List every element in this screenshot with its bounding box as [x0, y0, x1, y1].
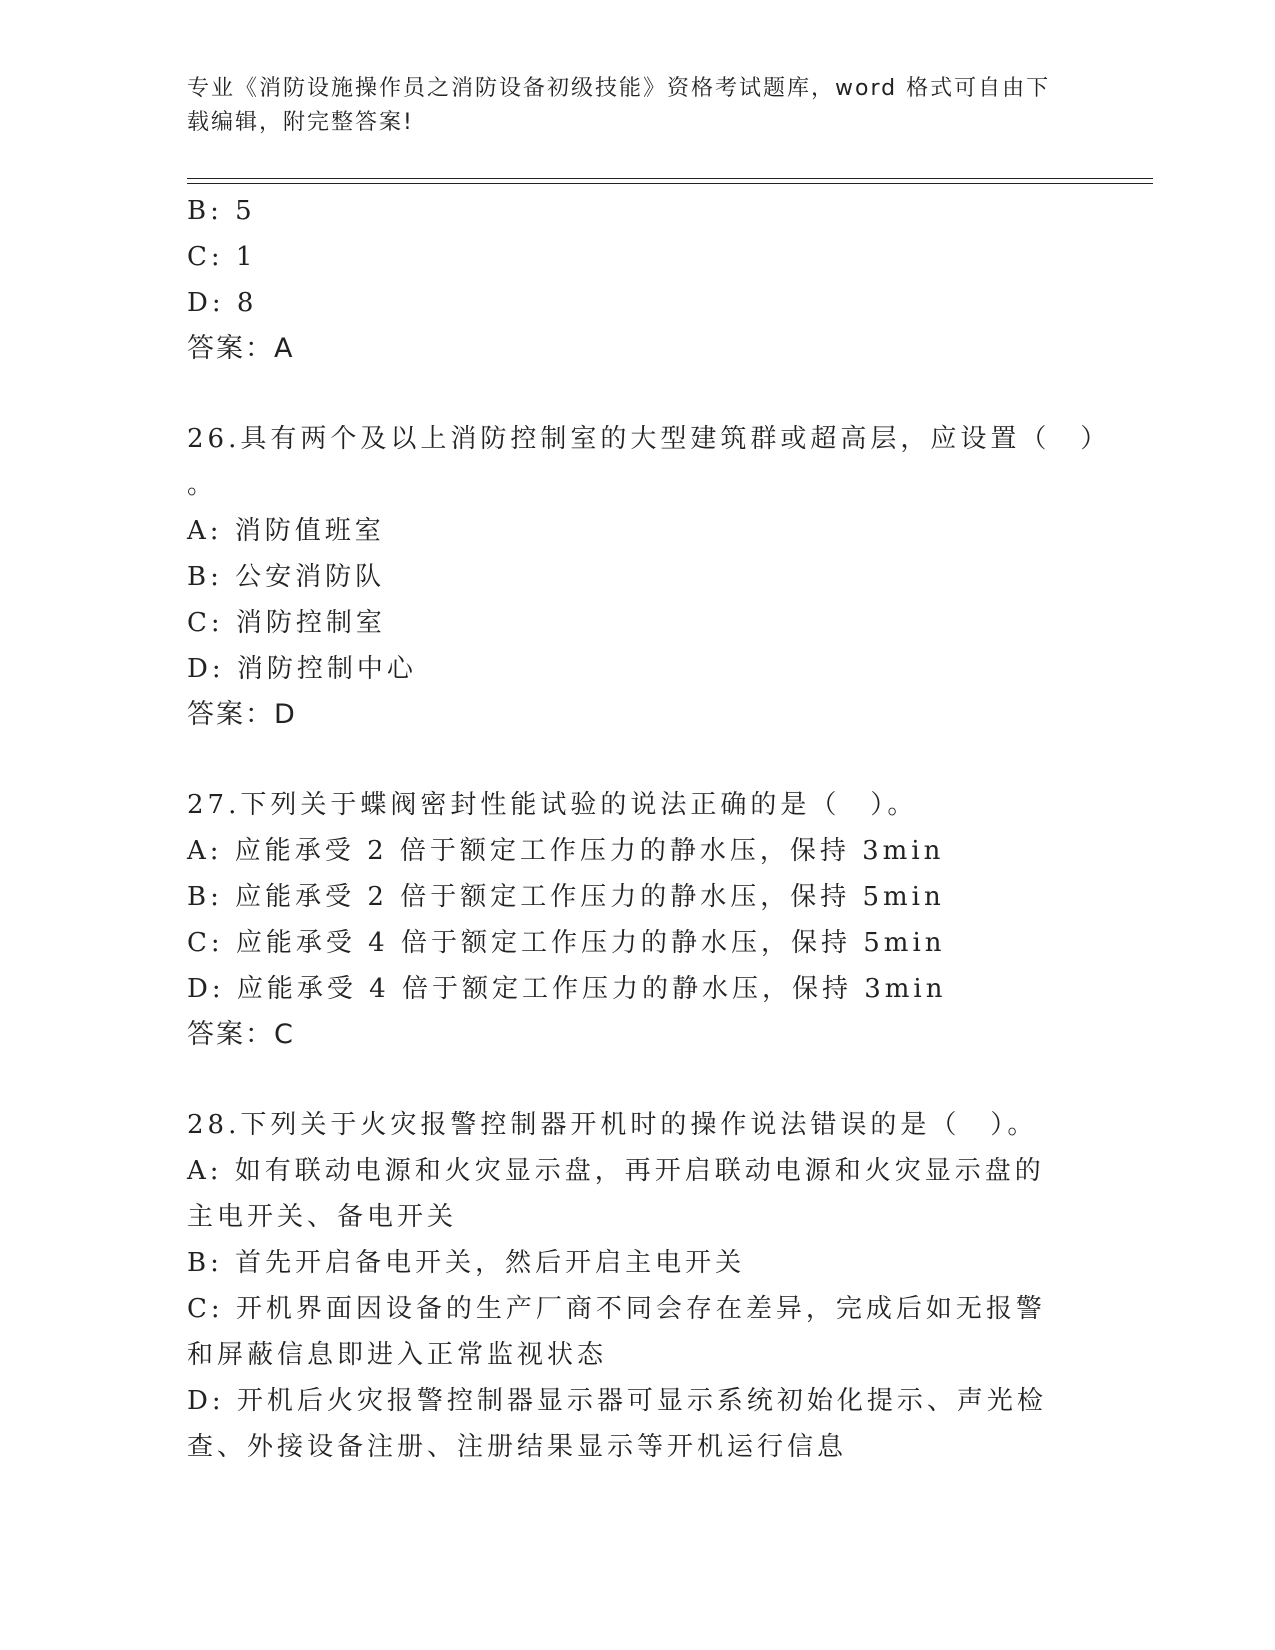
q28-option-a: A: 如有联动电源和火灾显示盘，再开启联动电源和火灾显示盘的主电开关、备电开关: [187, 1156, 1045, 1232]
q28-option-b: B: 首先开启备电开关，然后开启主电开关: [187, 1248, 746, 1278]
q26-option-a: A: 消防值班室: [187, 516, 385, 546]
q26-stem-continuation: 。: [187, 470, 214, 500]
q26-answer: 答案：D: [187, 699, 297, 730]
q27-answer: 答案：C: [187, 1019, 295, 1050]
q27-option-b: B: 应能承受 2 倍于额定工作压力的静水压，保持 5min: [187, 882, 945, 912]
q26-option-c: C: 消防控制室: [187, 608, 386, 638]
document-header: 专业《消防设施操作员之消防设备初级技能》资格考试题库，word 格式可自由下载编辑，附完整答案!: [187, 76, 1051, 135]
q26-option-d: D: 消防控制中心: [187, 654, 417, 684]
q28-stem: 28.下列关于火灾报警控制器开机时的操作说法错误的是（ ）。: [187, 1110, 1038, 1140]
question-content: [187, 188, 1111, 1470]
header-divider-top: [187, 178, 1153, 179]
q25-option-d: D: 8: [187, 288, 258, 318]
q25-option-b: B: 5: [187, 196, 256, 226]
header-divider-bottom: [187, 183, 1153, 184]
q27-option-d: D: 应能承受 4 倍于额定工作压力的静水压，保持 3min: [187, 974, 947, 1004]
q27-stem: 27.下列关于蝶阀密封性能试验的说法正确的是（ ）。: [187, 790, 918, 820]
q26-stem: 26.具有两个及以上消防控制室的大型建筑群或超高层，应设置（ ）: [187, 424, 1111, 454]
q28-option-c: C: 开机界面因设备的生产厂商不同会存在差异，完成后如无报警和屏蔽信息即进入正常监视状态: [187, 1294, 1046, 1370]
q26-option-b: B: 公安消防队: [187, 562, 386, 592]
q25-option-c: C: 1: [187, 242, 257, 272]
q25-answer: 答案：A: [187, 333, 295, 364]
q27-option-a: A: 应能承受 2 倍于额定工作压力的静水压，保持 3min: [187, 836, 945, 866]
q28-option-d: D: 开机后火灾报警控制器显示器可显示系统初始化提示、声光检查、外接设备注册、注册结果显示等开机运行信息: [187, 1386, 1047, 1462]
q27-option-c: C: 应能承受 4 倍于额定工作压力的静水压，保持 5min: [187, 928, 946, 958]
